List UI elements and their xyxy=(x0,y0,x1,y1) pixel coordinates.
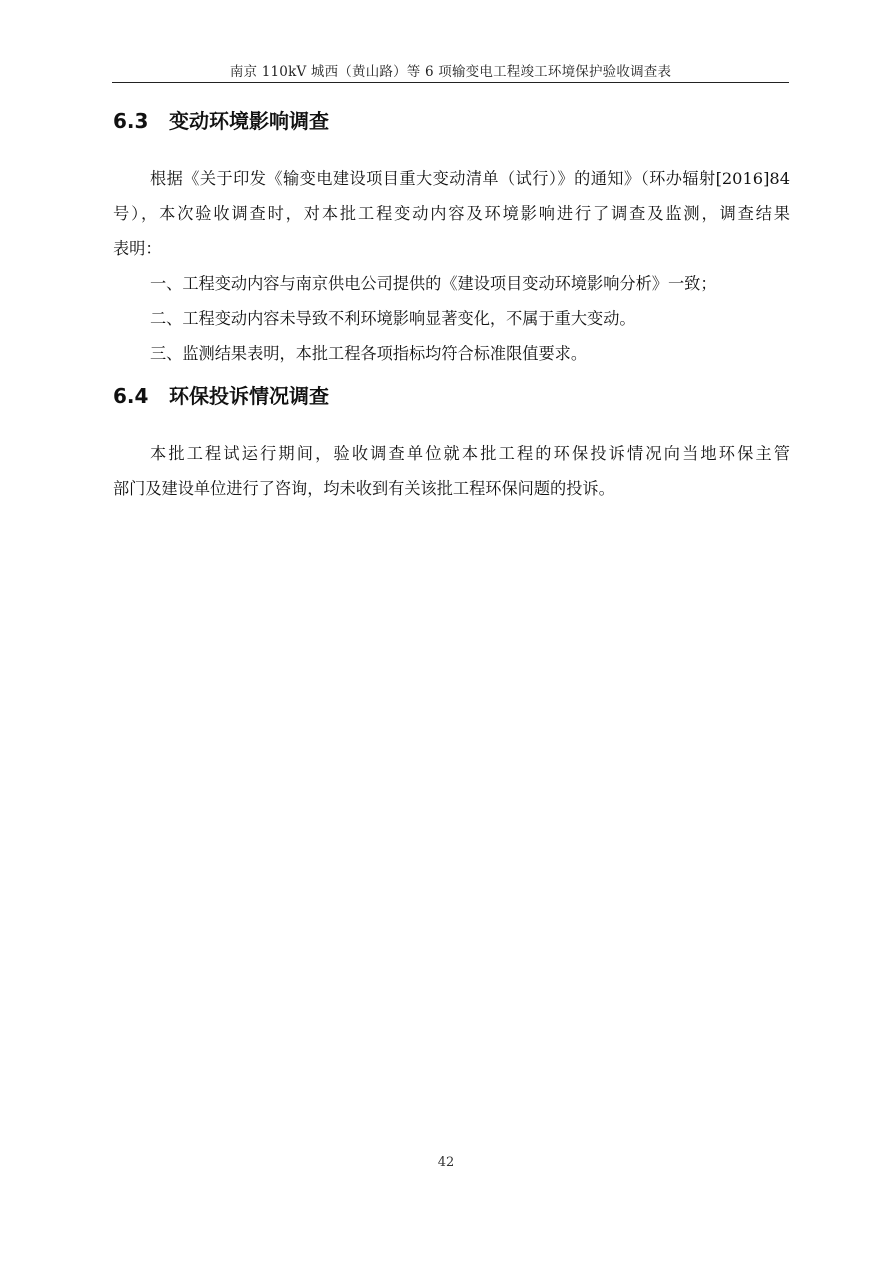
section-heading-6-4 xyxy=(113,382,329,410)
page-number: 42 xyxy=(437,1155,455,1170)
page-header xyxy=(112,62,789,83)
paragraph-line: 根据《关于印发《输变电建设项目重大变动清单（试行）》的通知》（环办辐射[2016]84 xyxy=(150,169,790,188)
section-number: 6.4 xyxy=(113,384,149,408)
findings-list xyxy=(113,266,790,371)
section-number: 6.3 xyxy=(113,109,149,133)
section-heading-6-3 xyxy=(113,107,329,135)
header-title: 南京 110kV 城西（黄山路）等 6 项输变电工程竣工环境保护验收调查表 xyxy=(229,64,672,80)
section-6-4-paragraph xyxy=(113,436,790,506)
finding-item-3: 三、监测结果表明，本批工程各项指标均符合标准限值要求。 xyxy=(150,344,588,363)
section-6-3-intro-paragraph xyxy=(113,161,790,266)
paragraph-line: 部门及建设单位进行了咨询，均未收到有关该批工程环保问题的投诉。 xyxy=(113,479,615,498)
finding-item-1: 一、工程变动内容与南京供电公司提供的《建设项目变动环境影响分析》一致； xyxy=(150,274,717,293)
paragraph-line: 表明： xyxy=(113,239,162,258)
paragraph-line: 本批工程试运行期间，验收调查单位就本批工程的环保投诉情况向当地环保主管 xyxy=(150,444,790,463)
paragraph-line: 号），本次验收调查时，对本批工程变动内容及环境影响进行了调查及监测，调查结果 xyxy=(113,204,790,223)
section-title: 变动环境影响调查 xyxy=(169,109,329,133)
finding-item-2: 二、工程变动内容未导致不利环境影响显著变化，不属于重大变动。 xyxy=(150,309,636,328)
section-title: 环保投诉情况调查 xyxy=(169,384,329,408)
